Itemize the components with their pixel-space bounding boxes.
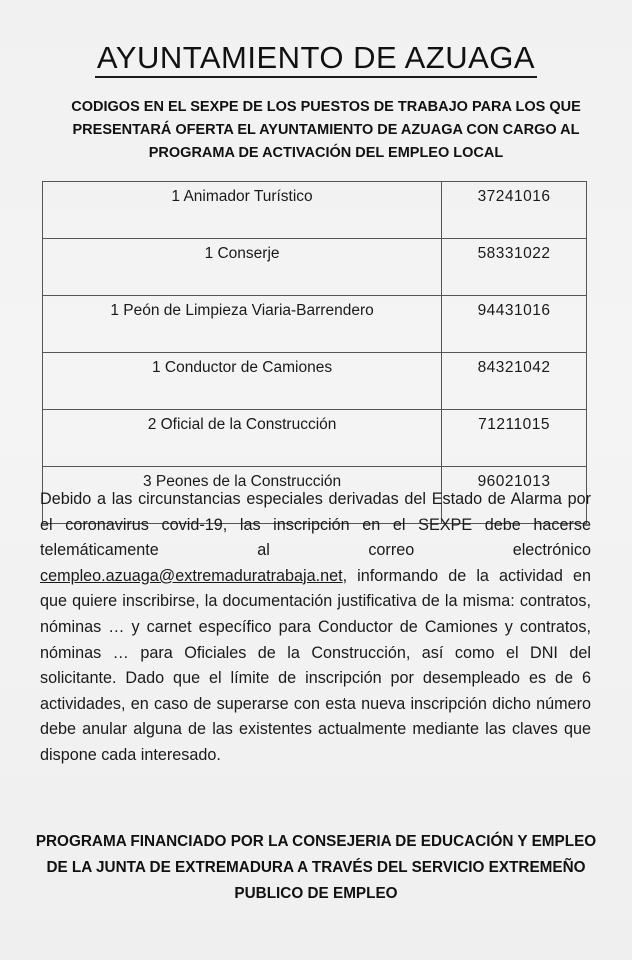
table-row <box>43 239 587 296</box>
job-position: 1 Peón de Limpieza Viaria-Barrendero <box>43 296 442 353</box>
table-row <box>43 410 587 467</box>
table-row <box>43 182 587 239</box>
job-position: 1 Conductor de Camiones <box>43 353 442 410</box>
table-row <box>43 296 587 353</box>
job-position: 3 Peones de la Construcción <box>43 467 442 524</box>
notice-text-intro: Debido a las circunstancias especiales derivadas del Estado de Alarma por el coronavirus covid-19, las inscripción en el SEXPE debe hacerse telemáticamente al correo electrónico <box>40 490 591 560</box>
job-code: 58331022 <box>442 239 587 296</box>
notice-text-details: , informando de la actividad en que quiere inscribirse, la documentación justificativa de la misma: contratos, nóminas … y carnet específico para Conductor de Camiones y contratos, nóminas … para Oficiales de la Construcción, así como el DNI del solicitante. Dado que el límite de inscripción por desempleado es de 6 actividades, en caso de superarse con esta nueva inscripción dicho número debe anular alguna de las existentes actualmente mediante las claves que dispone cada interesado. <box>40 566 591 764</box>
jobs-table <box>42 181 587 524</box>
page-title-wrapper <box>0 40 632 78</box>
job-position: 1 Animador Turístico <box>43 182 442 239</box>
document-subtitle: CODIGOS EN EL SEXPE DE LOS PUESTOS DE TRABAJO PARA LOS QUE PRESENTARÁ OFERTA EL AYUNTAMIENTO DE AZUAGA CON CARGO AL PROGRAMA DE ACTIVACIÓN DEL EMPLEO LOCAL <box>71 99 581 161</box>
job-code: 84321042 <box>442 353 587 410</box>
notice-paragraph <box>40 487 591 769</box>
job-code: 96021013 <box>442 467 587 524</box>
job-code: 71211015 <box>442 410 587 467</box>
table-row <box>43 353 587 410</box>
job-code: 94431016 <box>442 296 587 353</box>
job-position: 1 Conserje <box>43 239 442 296</box>
job-code: 37241016 <box>442 182 587 239</box>
page-title: AYUNTAMIENTO DE AZUAGA <box>95 40 537 78</box>
email-address: cempleo.azuaga@extremaduratrabaja.net <box>40 566 343 585</box>
job-position: 2 Oficial de la Construcción <box>43 410 442 467</box>
funding-footer: PROGRAMA FINANCIADO POR LA CONSEJERIA DE EDUCACIÓN Y EMPLEO DE LA JUNTA DE EXTREMADURA A TRAVÉS DEL SERVICIO EXTREMEÑO PUBLICO DE EMPLEO <box>35 833 597 902</box>
